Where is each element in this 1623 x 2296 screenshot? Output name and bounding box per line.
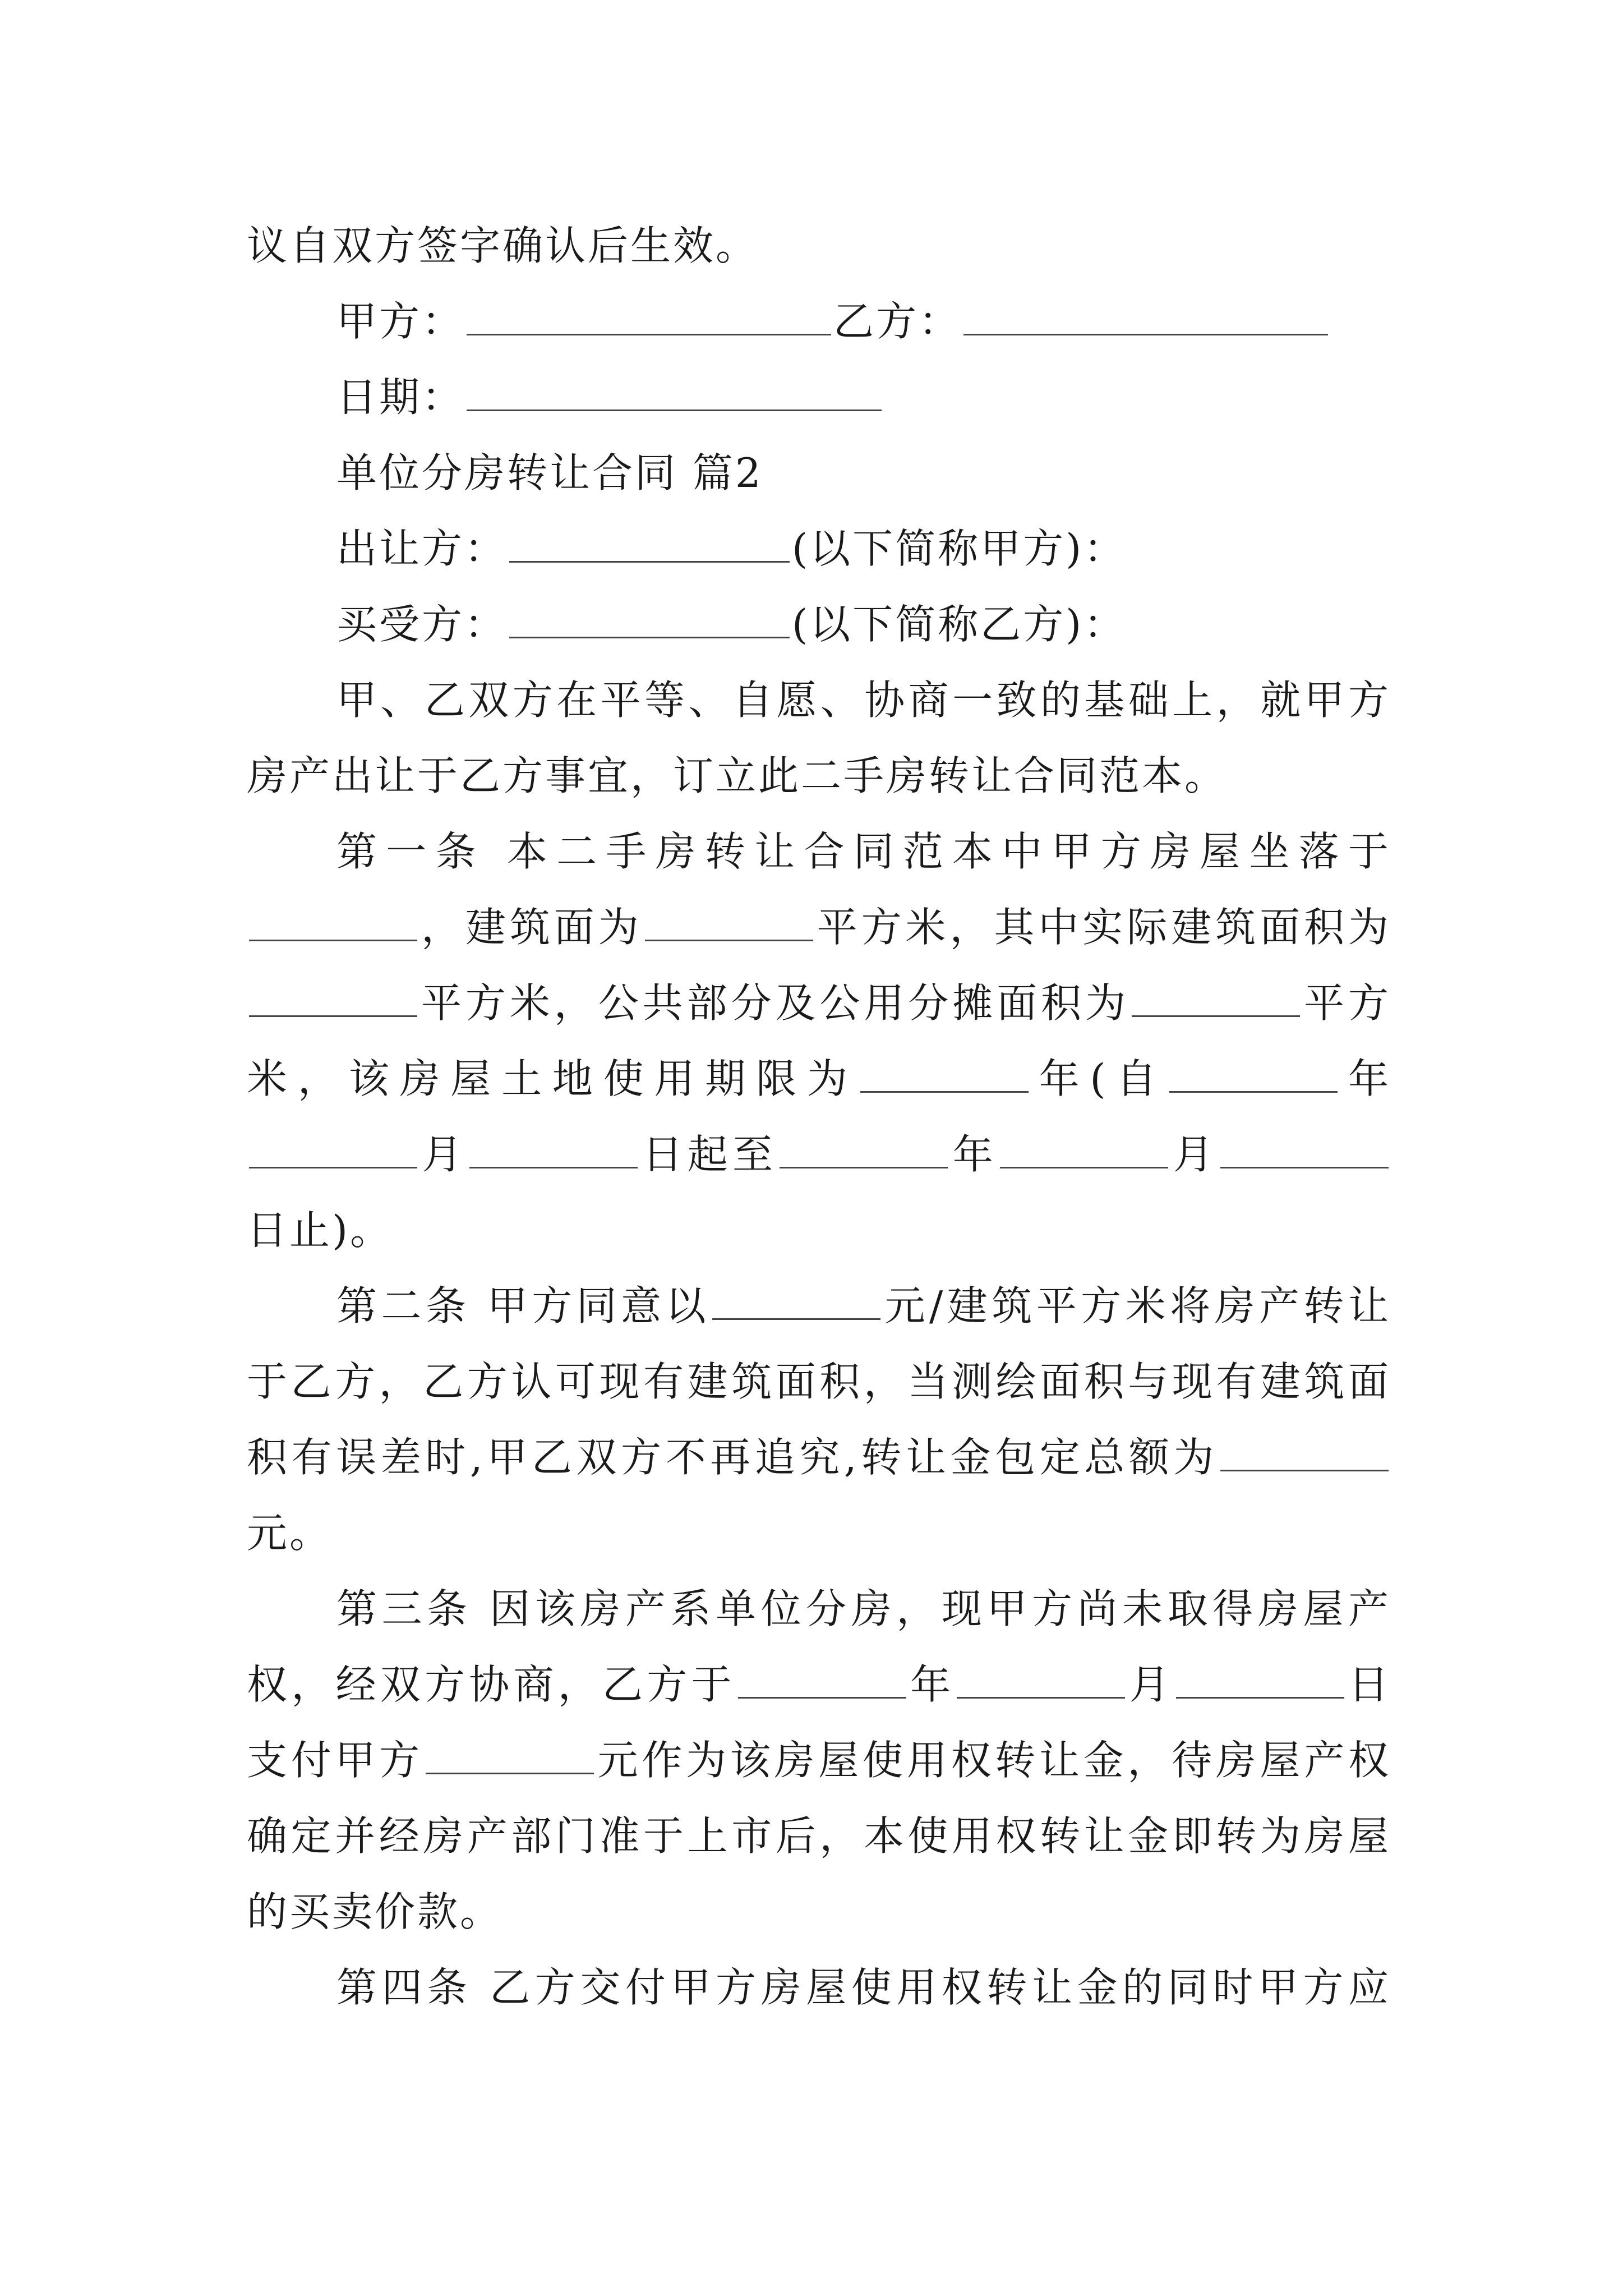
blank: [1000, 1133, 1168, 1168]
text: 第四条 乙方交付甲方房屋使用权转让金的同时甲方应: [336, 1964, 1391, 2011]
text: 元作为该房屋使用权转让金，待房屋产权: [596, 1737, 1391, 1784]
blank: [1220, 1436, 1389, 1471]
text: 月: [1170, 1131, 1218, 1178]
article-3-line-1: [336, 1582, 1391, 1636]
text: 月: [419, 1131, 467, 1178]
blank: [712, 1285, 880, 1320]
text: 平方米，公共部分及公用分摊面积为: [419, 979, 1130, 1027]
article-3-line-4: [247, 1809, 1391, 1863]
title: 单位分房转让合同 篇2: [336, 449, 763, 496]
transferor-line: [336, 522, 1391, 576]
article-3-line-5: [247, 1885, 1391, 1939]
text: 米，该房屋土地使用期限为: [247, 1055, 858, 1102]
text: 月: [1127, 1661, 1174, 1708]
article-1-line-3: [247, 976, 1391, 1030]
blank: [249, 982, 417, 1017]
text: ，建筑面为: [419, 904, 643, 951]
transferee-blank: [509, 603, 790, 638]
transferee-label: 买受方：: [336, 601, 508, 648]
blank: [780, 1133, 948, 1168]
date-label: 日期：: [336, 374, 465, 421]
article-1-line-6: [247, 1203, 1391, 1257]
date-blank: [467, 376, 882, 411]
blank: [469, 1133, 638, 1168]
blank: [957, 1663, 1125, 1699]
section-title: [336, 446, 1391, 500]
article-1-line-4: [247, 1052, 1391, 1106]
text: 日止)。: [247, 1207, 393, 1254]
blank: [860, 1057, 1029, 1093]
text: 第二条 甲方同意以: [336, 1282, 711, 1329]
text: 日起至: [639, 1131, 778, 1178]
transferor-blank: [509, 527, 790, 563]
article-2-line-3: [247, 1430, 1391, 1484]
intro-line-2: [247, 749, 1391, 803]
text: 的买卖价款。: [247, 1888, 503, 1935]
text: 确定并经房产部门准于上市后，本使用权转让金即转为房屋: [247, 1812, 1391, 1860]
text: 日: [1346, 1661, 1391, 1708]
signature-line: [336, 295, 1391, 348]
text: 年: [1340, 1055, 1391, 1102]
party-a-label: 甲方：: [336, 298, 465, 345]
text: 于乙方，乙方认可现有建筑面积，当测绘面积与现有建筑面: [247, 1358, 1391, 1405]
party-b-label: 乙方：: [833, 298, 962, 345]
article-1-line-1: [336, 825, 1391, 878]
date-line: [336, 370, 1391, 424]
party-b-blank: [963, 300, 1328, 335]
text: 议自双方签字确认后生效。: [247, 222, 759, 269]
transferee-line: [336, 597, 1391, 651]
blank: [1132, 982, 1300, 1017]
article-3-line-2: [247, 1658, 1391, 1711]
blank: [249, 1133, 417, 1168]
blank: [738, 1663, 906, 1699]
blank: [426, 1739, 594, 1774]
text: 第三条 因该房产系单位分房，现甲方尚未取得房屋产: [336, 1585, 1391, 1632]
text: 元/建筑平方米将房产转让: [883, 1282, 1391, 1329]
text-line: [247, 219, 1391, 273]
transferor-label: 出让方：: [336, 525, 508, 572]
text: 积有误差时,甲乙双方不再追究,转让金包定总额为: [247, 1434, 1218, 1481]
article-2-line-2: [247, 1355, 1391, 1409]
text: 房产出让于乙方事宜，订立此二手房转让合同范本。: [247, 752, 1228, 799]
article-3-line-3: [247, 1733, 1391, 1787]
text: 平方米，其中实际建筑面积为: [815, 904, 1391, 951]
text: 年: [950, 1131, 998, 1178]
text: 支付甲方: [247, 1737, 423, 1784]
blank: [1176, 1663, 1344, 1699]
article-4-line-1: [336, 1961, 1391, 2014]
blank: [1169, 1057, 1338, 1093]
text: 第一条 本二手房转让合同范本中甲方房屋坐落于: [336, 828, 1391, 875]
blank: [249, 906, 417, 941]
transferee-note: (以下简称乙方)：: [792, 601, 1127, 648]
text: 年: [908, 1661, 955, 1708]
article-2-line-4: [247, 1506, 1391, 1560]
text: 平方: [1302, 979, 1391, 1027]
text: 权，经双方协商，乙方于: [247, 1661, 736, 1708]
transferor-note: (以下简称甲方)：: [792, 525, 1127, 572]
intro-line-1: [336, 673, 1391, 727]
party-a-blank: [467, 300, 831, 335]
article-1-line-2: [247, 900, 1391, 954]
text: 甲、乙双方在平等、自愿、协商一致的基础上，就甲方: [336, 677, 1391, 724]
blank: [1220, 1133, 1389, 1168]
text: 年(自: [1030, 1055, 1168, 1102]
article-1-line-5: [247, 1128, 1391, 1181]
blank: [645, 906, 813, 941]
article-2-line-1: [336, 1279, 1391, 1333]
text: 元。: [247, 1510, 333, 1557]
